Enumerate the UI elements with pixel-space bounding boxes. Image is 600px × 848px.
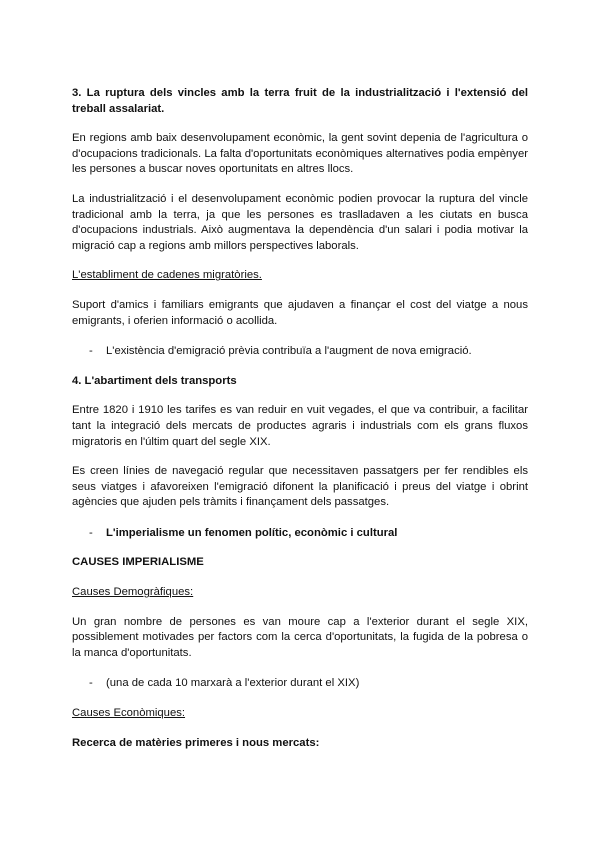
bullet-item-one-in-ten — [89, 676, 528, 692]
economic-causes-subheading: Recerca de matèries primeres i nous mercats: — [72, 736, 320, 749]
bullet-item-imperialism — [89, 526, 528, 542]
bullet-dash: - — [89, 345, 93, 358]
bullet-text: L'imperialisme un fenomen polític, econòmic i cultural — [106, 526, 398, 539]
bullet-item-prior-emigration — [89, 344, 528, 360]
section-4-paragraph-1: Entre 1820 i 1910 les tarifes es van reduir en vuit vegades, el que va contribuir, a facilitar tant la integració dels mercats de productes agraris i industrials com els grans fluxos migratoris en l'últim quart del segle XIX. — [72, 404, 528, 448]
section-4-paragraph-2: Es creen línies de navegació regular que necessitaven passatgers per fer rendibles els seus viatges i afavoreixen l'emigració difonent la planificació i preus del viatge i obrint agències que ajuden pels tràmits i finançament dels passatges. — [72, 465, 528, 509]
imperialism-causes-title: CAUSES IMPERIALISME — [72, 556, 204, 569]
bullet-dash: - — [89, 677, 93, 690]
section-3-title: 3. La ruptura dels vincles amb la terra fruit de la industrialització i l'extensió del treball assalariat. — [72, 87, 528, 115]
section-3-paragraph-1: En regions amb baix desenvolupament econòmic, la gent sovint depenia de l'agricultura o d'ocupacions tradicionals. La falta d'oportunitats econòmiques alternatives podia empènyer les persones a buscar noves oportunitats en altres llocs. — [72, 132, 528, 176]
bullet-dash: - — [89, 526, 93, 539]
section-3-paragraph-3: Suport d'amics i familiars emigrants que ajudaven a finançar el cost del viatge a nous emigrants, i oferien informació o acollida. — [72, 298, 528, 327]
document-page — [72, 86, 528, 751]
section-4-title: 4. L'abartiment dels transports — [72, 374, 237, 387]
economic-causes-heading: Causes Econòmiques: — [72, 707, 186, 720]
section-3-paragraph-2: La industrialització i el desenvolupament econòmic podien provocar la ruptura del vincle tradicional amb la terra, ja que les persones es traslladaven a les ciutats en busca d'ocupacions industrials. Això augmentava la dependència d'un salari i podia motivar la migració cap a regions amb millors perspectives laborals. — [72, 192, 528, 252]
bullet-text: L'existència d'emigració prèvia contribuïa a l'augment de nova emigració. — [106, 345, 472, 358]
demographic-causes-heading: Causes Demogràfiques: — [72, 586, 194, 599]
bullet-text: (una de cada 10 marxarà a l'exterior durant el XIX) — [106, 677, 360, 690]
migration-chains-heading: L'establiment de cadenes migratòries. — [72, 269, 262, 282]
demographic-causes-paragraph: Un gran nombre de persones es van moure cap a l'exterior durant el segle XIX, possiblement motivades per factors com la cerca d'oportunitats, la fugida de la pobresa o la manca d'oportunitats. — [72, 615, 528, 659]
